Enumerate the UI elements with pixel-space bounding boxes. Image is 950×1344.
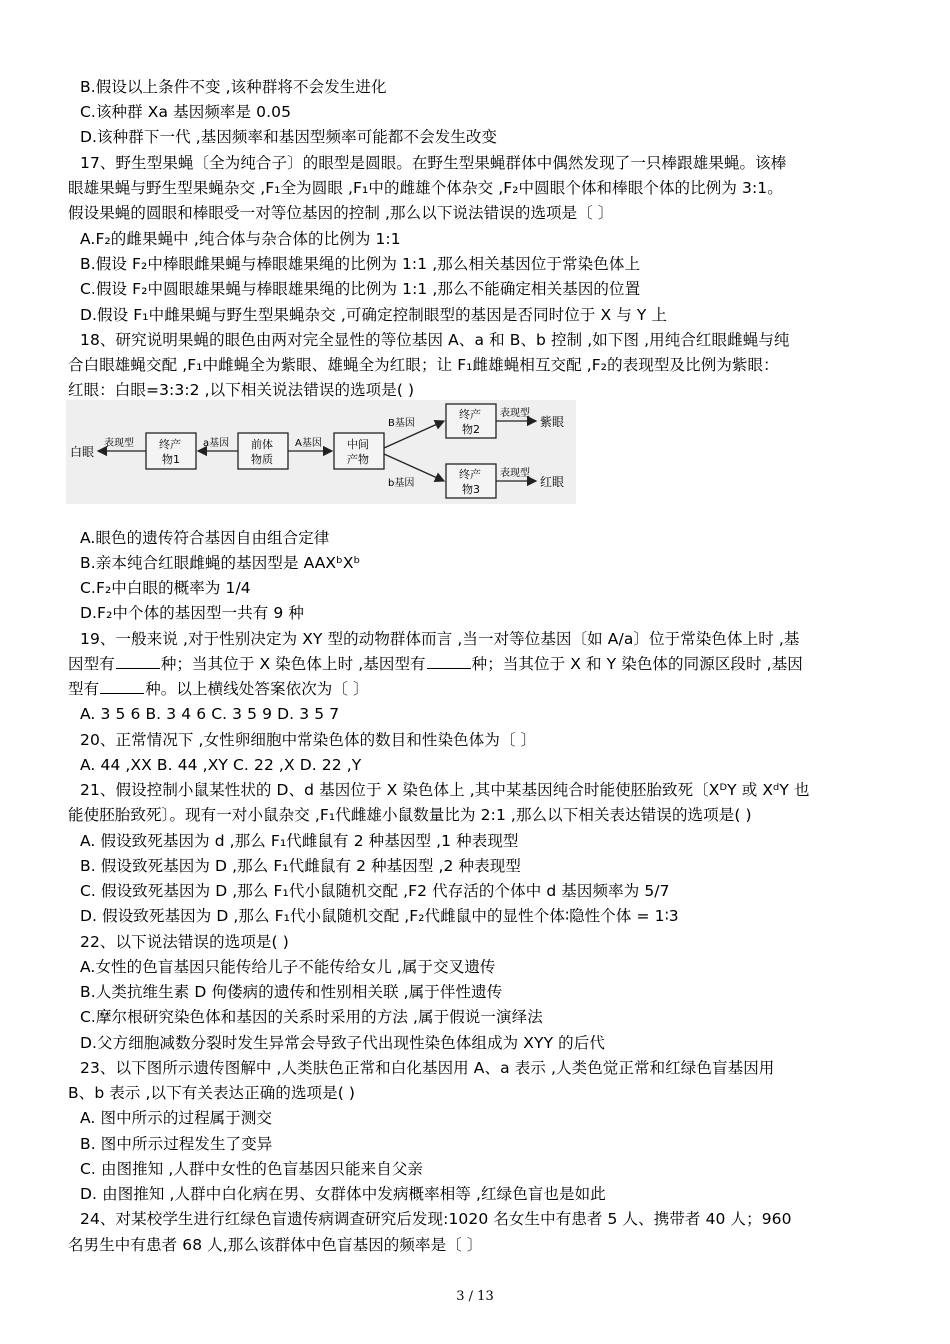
text-fragment: 型有 <box>68 680 100 698</box>
text-line: B、b 表示 ,以下有关表达正确的选项是( ) <box>68 1084 356 1102</box>
label-phenotype1: 表现型 <box>104 438 134 449</box>
answer-blank <box>116 654 160 669</box>
option-a: A. 假设致死基因为 d ,那么 F₁代雌鼠有 2 种基因型 ,1 种表现型 <box>80 832 519 850</box>
question-17: 17、野生型果蝇〔全为纯合子〕的眼型是圆眼。在野生型果蝇群体中偶然发现了一只棒跟雄果蝇。该棒 <box>80 154 787 172</box>
text-line: C.该种群 Xa 基因频率是 0.05 <box>80 103 292 121</box>
label-phenotype3: 表现型 <box>500 468 530 479</box>
text-line: D.该种群下一代 ,基因频率和基因型频率可能都不会发生改变 <box>80 128 498 146</box>
option-a: A.眼色的遗传符合基因自由组合定律 <box>80 529 330 547</box>
eye-color-pathway-diagram <box>66 400 576 504</box>
text-line: 眼雄果蝇与野生型果蝇杂交 ,F₁全为圆眼 ,F₁中的雌雄个体杂交 ,F₂中圆眼个体和棒眼个体的比例为 3:1。 <box>68 179 783 197</box>
option-b: B. 假设致死基因为 D ,那么 F₁代雌鼠有 2 种基因型 ,2 种表现型 <box>80 857 521 875</box>
label-product2-b: 物2 <box>462 423 480 436</box>
label-gene-b: b基因 <box>388 478 415 489</box>
option-b: B. 图中所示过程发生了变异 <box>80 1135 273 1153</box>
text-line: 合白眼雄蝇交配 ,F₁中雌蝇全为紫眼、雄蝇全为红眼；让 F₁雌雄蝇相互交配 ,F₂的表现型及比例为紫眼： <box>68 356 779 374</box>
arrow-to-product3 <box>384 454 444 481</box>
option-d: D. 假设致死基因为 D ,那么 F₁代小鼠随机交配 ,F₂代雌鼠中的显性个体∶隐性个体 = 1∶3 <box>80 907 679 925</box>
text-line: B.假设以上条件不变 ,该种群将不会发生进化 <box>80 78 387 96</box>
label-gene-a: a基因 <box>203 438 230 449</box>
label-purple-eye: 紫眼 <box>540 415 565 429</box>
label-product2-a: 终产 <box>459 408 481 421</box>
text-fragment: 种。以上横线处答案依次为〔 〕 <box>145 680 369 698</box>
question-18: 18、研究说明果蝇的眼色由两对完全显性的等位基因 A、a 和 B、b 控制 ,如下图 ,用纯合红眼雌蝇与纯 <box>80 331 790 349</box>
question-24: 24、对某校学生进行红绿色盲遗传病调查研究后发现:1020 名女生中有患者 5 人、携带者 40 人；960 <box>80 1210 792 1228</box>
pathway-svg <box>66 400 576 504</box>
option-d: D.F₂中个体的基因型一共有 9 种 <box>80 604 305 622</box>
option-b: B.人类抗维生素 D 佝偻病的遗传和性别相关联 ,属于伴性遗传 <box>80 983 503 1001</box>
text-line: 名男生中有患者 68 人,那么该群体中色盲基因的频率是〔 〕 <box>68 1236 483 1254</box>
text-line: 能使胚胎致死〕。现有一对小鼠杂交 ,F₁代雌雄小鼠数量比为 2:1 ,那么以下相关表达错误的选项是( ) <box>68 806 752 824</box>
option-b: B.假设 F₂中棒眼雌果蝇与棒眼雄果绳的比例为 1:1 ,那么相关基因位于常染色体上 <box>80 255 641 273</box>
option-c: C. 由图推知 ,人群中女性的色盲基因只能来自父亲 <box>80 1160 424 1178</box>
text-fragment: 种；当其位于 X 和 Y 染色体的同源区段时 ,基因 <box>471 655 803 673</box>
option-a: A.F₂的雌果蝇中 ,纯合体与杂合体的比例为 1:1 <box>80 230 401 248</box>
option-d: D.父方细胞减数分裂时发生异常会导致子代出现性染色体组成为 XYY 的后代 <box>80 1034 605 1052</box>
label-red-eye: 红眼 <box>540 475 565 489</box>
option-c: C.F₂中白眼的概率为 1/4 <box>80 579 251 597</box>
option-d: D.假设 F₁中雌果蝇与野生型果蝇杂交 ,可确定控制眼型的基因是否同时位于 X 与 Y 上 <box>80 306 668 324</box>
answer-blank <box>100 679 144 694</box>
label-precursor-a: 前体 <box>251 438 273 451</box>
label-intermediate-a: 中间 <box>347 438 369 451</box>
option-c: C.假设 F₂中圆眼雄果蝇与棒眼雄果绳的比例为 1:1 ,那么不能确定相关基因的位置 <box>80 280 641 298</box>
option-a: A.女性的色盲基因只能传给儿子不能传给女儿 ,属于交叉遗传 <box>80 958 496 976</box>
option-c: C. 假设致死基因为 D ,那么 F₁代小鼠随机交配 ,F2 代存活的个体中 d 基因频率为 5/7 <box>80 882 670 900</box>
options-row: A. 3 5 6 B. 3 4 6 C. 3 5 9 D. 3 5 7 <box>80 705 340 723</box>
text-fragment: 种；当其位于 X 染色体上时 ,基因型有 <box>160 655 426 673</box>
text-line: 红眼：白眼=3:3:2 ,以下相关说法错误的选项是( ) <box>68 381 415 399</box>
question-20: 20、正常情况下 ,女性卵细胞中常染色体的数目和性染色体为〔 〕 <box>80 731 537 749</box>
label-intermediate-b: 产物 <box>347 453 369 466</box>
option-b: B.亲本纯合红眼雌蝇的基因型是 AAXᵇXᵇ <box>80 554 361 572</box>
question-19: 19、一般来说 ,对于性别决定为 XY 型的动物群体而言 ,当一对等位基因〔如 A/a〕位于常染色体上时 ,基 <box>80 630 800 648</box>
options-row: A. 44 ,XX B. 44 ,XY C. 22 ,X D. 22 ,Y <box>80 756 362 774</box>
label-precursor-b: 物质 <box>251 453 273 466</box>
question-23: 23、以下图所示遗传图解中 ,人类肤色正常和白化基因用 A、a 表示 ,人类色觉正常和红绿色盲基因用 <box>80 1059 775 1077</box>
answer-blank <box>427 654 471 669</box>
label-gene-B: B基因 <box>388 418 415 429</box>
label-gene-A: A基因 <box>295 438 322 449</box>
question-19-line3 <box>68 678 369 700</box>
page-number: 3 / 13 <box>456 1289 494 1304</box>
label-product1-b: 物1 <box>162 453 180 466</box>
question-21: 21、假设控制小鼠某性状的 D、d 基因位于 X 染色体上 ,其中某基因纯合时能使胚胎致死〔XᴰY 或 XᵈY 也 <box>80 781 810 799</box>
text-line: 假设果蝇的圆眼和棒眼受一对等位基因的控制 ,那么以下说法错误的选项是〔 〕 <box>68 204 614 222</box>
label-product3-b: 物3 <box>462 483 480 496</box>
option-c: C.摩尔根研究染色体和基因的关系时采用的方法 ,属于假说一演绎法 <box>80 1008 543 1026</box>
label-product1-a: 终产 <box>159 438 181 451</box>
question-19-line2 <box>68 653 803 675</box>
label-white-eye: 白眼 <box>70 445 95 459</box>
label-phenotype2: 表现型 <box>500 408 530 419</box>
question-22: 22、以下说法错误的选项是( ) <box>80 933 289 951</box>
label-product3-a: 终产 <box>459 468 481 481</box>
option-d: D. 由图推知 ,人群中白化病在男、女群体中发病概率相等 ,红绿色盲也是如此 <box>80 1185 606 1203</box>
option-a: A. 图中所示的过程属于测交 <box>80 1109 273 1127</box>
text-fragment: 因型有 <box>68 655 115 673</box>
